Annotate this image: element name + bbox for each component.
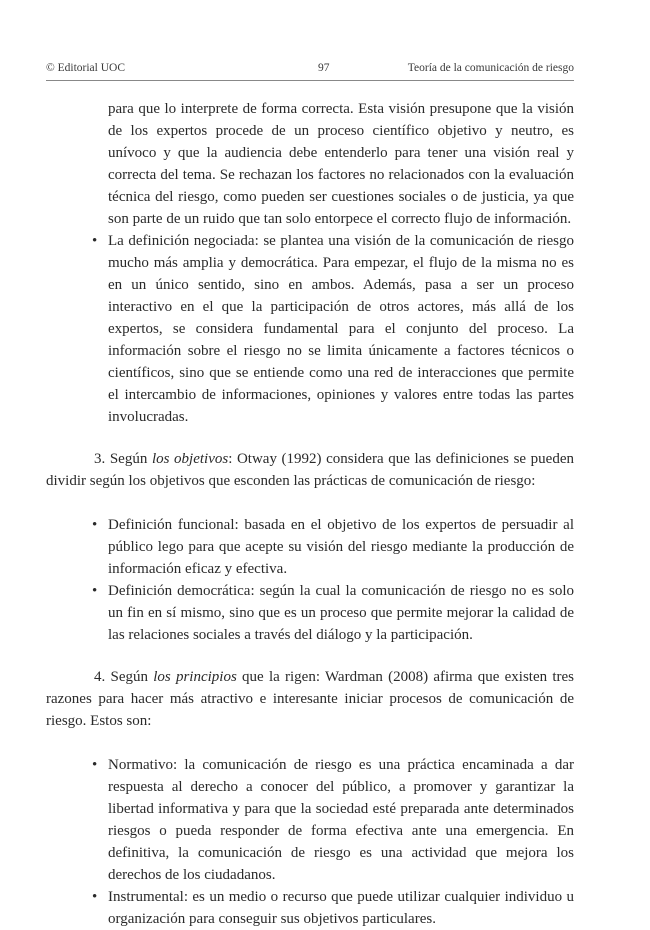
definition-list-a <box>46 230 574 428</box>
section-4-emphasis: los principios <box>153 669 237 685</box>
publisher-credit: © Editorial UOC <box>46 62 126 74</box>
page-number: 97 <box>318 62 330 74</box>
section-3-rest: : Otway (1992) considera que las definiciones se pueden dividir según los objetivos que esconden las prácticas de comunicación de riesgo: <box>46 451 575 489</box>
bullet-marker: • <box>92 583 98 599</box>
list-item <box>46 514 574 580</box>
bullet-text: La definición negociada: se plantea una visión de la comunicación de riesgo mucho más amplia y democrática. Para empezar, el flujo de la misma no es en un único sentido, sino en ambos. Además, pasa a ser un proceso interactivo en el que la participación de otros actores, más allá de los expertos, se considera fundamental para el conjunto del proceso. La información sobre el riesgo no se limita únicamente a factores técnicos o científicos, sino que se entiende como una red de interacciones que permite el intercambio de informaciones, opiniones y valores entre todas las partes involucradas. <box>108 233 574 425</box>
spacer <box>46 646 574 666</box>
intro-continuation: para que lo interprete de forma correcta. Esta visión presupone que la visión de los expertos procede de un proceso científico objetivo y neutro, es unívoco y que la audiencia debe entenderlo para tener una visión real y correcta del tema. Se rechazan los factores no relacionados con la evaluación técnica del riesgo, como pueden ser cuestiones sociales o de justicia, ya que son parte de un ruido que tan solo entorpece el correcto flujo de información. <box>108 101 574 227</box>
list-item <box>46 886 574 930</box>
header-divider <box>46 80 574 81</box>
principles-list <box>46 754 574 930</box>
list-item <box>46 754 574 886</box>
spacer <box>46 732 574 754</box>
bullet-marker: • <box>92 517 98 533</box>
section-3-paragraph <box>46 448 574 492</box>
definition-list-b <box>46 514 574 646</box>
running-header <box>46 62 574 78</box>
bullet-text: Definición funcional: basada en el objetivo de los expertos de persuadir al público lego para que acepte su visión del riesgo mediante la producción de información eficaz y efectiva. <box>108 517 574 577</box>
bullet-text: Definición democrática: según la cual la comunicación de riesgo no es solo un fin en sí mismo, sino que es un proceso que permite mejorar la calidad de las relaciones sociales a través del diálogo y la participación. <box>108 583 574 643</box>
bullet-marker: • <box>92 233 98 249</box>
bullet-text: Normativo: la comunicación de riesgo es una práctica encaminada a dar respuesta al derecho a conocer del público, a promover y garantizar la libertad informativa y para que la sociedad esté preparada ante determinados riesgos o pueda responder de forma efectiva ante una emergencia. En definitiva, la comunicación de riesgo es una actividad que mejora los derechos de los ciudadanos. <box>108 757 574 883</box>
section-4-rest: que la rigen: Wardman (2008) afirma que existen tres razones para hacer más atractivo e interesante iniciar procesos de comunicación de riesgo. Estos son: <box>46 669 575 729</box>
page-body <box>46 98 574 930</box>
section-4-prefix: 4. Según <box>94 669 154 685</box>
section-4-paragraph <box>46 666 574 732</box>
list-item <box>46 580 574 646</box>
list-item <box>46 230 574 428</box>
section-3-emphasis: los objetivos <box>151 451 229 467</box>
spacer <box>46 428 574 448</box>
bullet-marker: • <box>92 889 98 905</box>
bullet-marker: • <box>92 757 98 773</box>
section-3-prefix: 3. Según <box>94 451 152 467</box>
running-title: Teoría de la comunicación de riesgo <box>407 62 574 74</box>
bullet-text: Instrumental: es un medio o recurso que puede utilizar cualquier individuo u organización para conseguir sus objetivos particulares. <box>108 889 574 927</box>
spacer <box>46 492 574 514</box>
